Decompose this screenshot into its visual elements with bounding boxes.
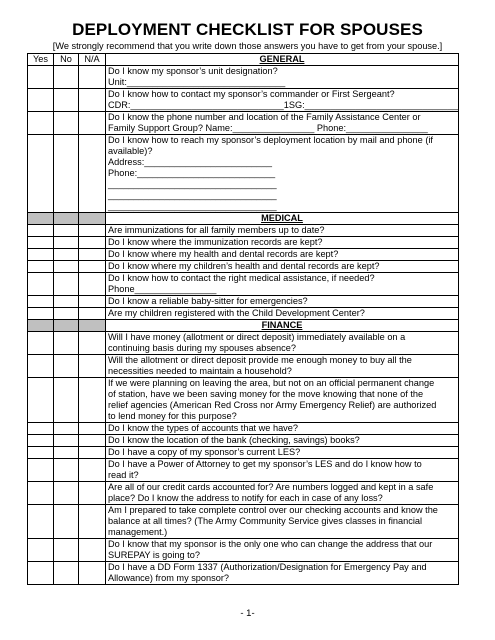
column-header-row <box>28 54 459 66</box>
checklist-question <box>106 273 459 296</box>
question-line: Do I know the phone number and location of the Family Assistance Center or <box>108 112 421 122</box>
section-header-row <box>28 320 459 332</box>
checklist-question <box>106 482 459 505</box>
no-checkbox[interactable] <box>54 505 79 539</box>
section-header-general: GENERAL <box>106 54 459 66</box>
question-line: Unit:_______________________________ <box>108 77 286 87</box>
yes-checkbox[interactable] <box>28 435 54 447</box>
checklist-row <box>28 482 459 505</box>
question-line: Are my children registered with the Child Development Center? <box>108 308 365 318</box>
question-line: Do I have a copy of my sponsor’s current LES? <box>108 447 301 457</box>
yes-checkbox[interactable] <box>28 447 54 459</box>
na-checkbox[interactable] <box>79 249 106 261</box>
yes-checkbox[interactable] <box>28 539 54 562</box>
na-checkbox[interactable] <box>79 332 106 355</box>
no-checkbox[interactable] <box>54 237 79 249</box>
checklist-question <box>106 308 459 320</box>
shaded-cell <box>54 320 79 332</box>
question-line: Do I know the types of accounts that we have? <box>108 423 298 433</box>
yes-checkbox[interactable] <box>28 308 54 320</box>
checklist-row <box>28 225 459 237</box>
no-checkbox[interactable] <box>54 355 79 378</box>
column-header-na: N/A <box>79 54 106 66</box>
yes-checkbox[interactable] <box>28 135 54 213</box>
yes-checkbox[interactable] <box>28 459 54 482</box>
question-line: _________________________________ <box>108 201 277 211</box>
checklist-question <box>106 89 459 112</box>
na-checkbox[interactable] <box>79 459 106 482</box>
page-subtitle: [We strongly recommend that you write down those answers you have to get from your spouse.] <box>52 41 443 51</box>
checklist-question <box>106 355 459 378</box>
column-header-yes: Yes <box>28 54 54 66</box>
yes-checkbox[interactable] <box>28 296 54 308</box>
yes-checkbox[interactable] <box>28 249 54 261</box>
question-line: Do I know a reliable baby-sitter for emergencies? <box>108 296 308 306</box>
checklist-question <box>106 378 459 423</box>
yes-checkbox[interactable] <box>28 378 54 423</box>
question-line: necessities needed to maintain a household? <box>108 366 292 376</box>
section-header-row <box>28 213 459 225</box>
no-checkbox[interactable] <box>54 459 79 482</box>
question-line: of station, have we been saving money for the move knowing that none of the <box>108 389 424 399</box>
no-checkbox[interactable] <box>54 308 79 320</box>
shaded-cell <box>79 213 106 225</box>
na-checkbox[interactable] <box>79 355 106 378</box>
checklist-row <box>28 562 459 585</box>
yes-checkbox[interactable] <box>28 225 54 237</box>
no-checkbox[interactable] <box>54 66 79 89</box>
checklist-question <box>106 562 459 585</box>
question-line: Do I know where the immunization records are kept? <box>108 237 323 247</box>
checklist-question <box>106 66 459 89</box>
no-checkbox[interactable] <box>54 89 79 112</box>
no-checkbox[interactable] <box>54 332 79 355</box>
no-checkbox[interactable] <box>54 482 79 505</box>
checklist-row <box>28 378 459 423</box>
page-number: - 1- <box>240 608 255 619</box>
no-checkbox[interactable] <box>54 447 79 459</box>
question-line: Family Support Group? Name:________________ Phone:________________ <box>108 123 428 133</box>
shaded-cell <box>28 213 54 225</box>
question-line: Are immunizations for all family members up to date? <box>108 225 325 235</box>
na-checkbox[interactable] <box>79 482 106 505</box>
checklist-question <box>106 505 459 539</box>
no-checkbox[interactable] <box>54 378 79 423</box>
na-checkbox[interactable] <box>79 447 106 459</box>
question-line: _________________________________ <box>108 179 277 189</box>
checklist-row <box>28 423 459 435</box>
na-checkbox[interactable] <box>79 89 106 112</box>
question-line: Do I know that my sponsor is the only one who can change the address that our <box>108 539 433 549</box>
yes-checkbox[interactable] <box>28 562 54 585</box>
na-checkbox[interactable] <box>79 135 106 213</box>
question-line: Allowance) from my sponsor? <box>108 573 230 583</box>
na-checkbox[interactable] <box>79 296 106 308</box>
yes-checkbox[interactable] <box>28 505 54 539</box>
checklist-row <box>28 539 459 562</box>
question-line: Phone________________ <box>108 284 217 294</box>
checklist-question <box>106 423 459 435</box>
na-checkbox[interactable] <box>79 423 106 435</box>
na-checkbox[interactable] <box>79 237 106 249</box>
shaded-cell <box>54 213 79 225</box>
question-line: Phone:___________________________ <box>108 168 276 178</box>
question-line: Address:_________________________ <box>108 157 272 167</box>
na-checkbox[interactable] <box>79 112 106 135</box>
na-checkbox[interactable] <box>79 225 106 237</box>
checklist-row <box>28 237 459 249</box>
yes-checkbox[interactable] <box>28 237 54 249</box>
na-checkbox[interactable] <box>79 66 106 89</box>
no-checkbox[interactable] <box>54 435 79 447</box>
checklist-row <box>28 135 459 213</box>
yes-checkbox[interactable] <box>28 273 54 296</box>
question-line: place? Do I know the address to notify for each in case of any loss? <box>108 493 383 503</box>
checklist-question <box>106 112 459 135</box>
section-title: MEDICAL <box>106 213 459 225</box>
na-checkbox[interactable] <box>79 273 106 296</box>
section-title: FINANCE <box>106 320 459 332</box>
checklist-question <box>106 237 459 249</box>
question-line: Do I know where my children’s health and dental records are kept? <box>108 261 380 271</box>
checklist-row <box>28 505 459 539</box>
checklist-row <box>28 447 459 459</box>
question-line: management.) <box>108 527 168 537</box>
question-line: Will I have money (allotment or direct deposit) immediately available on a <box>108 332 406 342</box>
shaded-cell <box>79 320 106 332</box>
column-header-no: No <box>54 54 79 66</box>
na-checkbox[interactable] <box>79 539 106 562</box>
checklist-question <box>106 225 459 237</box>
no-checkbox[interactable] <box>54 225 79 237</box>
no-checkbox[interactable] <box>54 249 79 261</box>
checklist-row <box>28 435 459 447</box>
checklist-row <box>28 296 459 308</box>
question-line: _________________________________ <box>108 190 277 200</box>
question-line: to lend money for this purpose? <box>108 411 237 421</box>
checklist-question <box>106 296 459 308</box>
question-line: continuing basis during my spouses absence? <box>108 343 296 353</box>
no-checkbox[interactable] <box>54 135 79 213</box>
yes-checkbox[interactable] <box>28 482 54 505</box>
yes-checkbox[interactable] <box>28 332 54 355</box>
yes-checkbox[interactable] <box>28 355 54 378</box>
checklist-row <box>28 273 459 296</box>
question-line: Do I have a Power of Attorney to get my sponsor’s LES and do I know how to <box>108 459 422 469</box>
na-checkbox[interactable] <box>79 435 106 447</box>
no-checkbox[interactable] <box>54 112 79 135</box>
yes-checkbox[interactable] <box>28 423 54 435</box>
page-title: DEPLOYMENT CHECKLIST FOR SPOUSES <box>72 20 423 39</box>
checklist-row <box>28 89 459 112</box>
question-line: CDR:______________________________1SG:______________________________ <box>108 100 458 110</box>
question-line: Do I know how to reach my sponsor’s deployment location by mail and phone (if <box>108 135 433 145</box>
checklist-question <box>106 249 459 261</box>
question-line: read it? <box>108 470 139 480</box>
checklist-question <box>106 539 459 562</box>
question-line: Do I have a DD Form 1337 (Authorization/Designation for Emergency Pay and <box>108 562 427 572</box>
yes-checkbox[interactable] <box>28 66 54 89</box>
question-line: Do I know my sponsor’s unit designation? <box>108 66 278 76</box>
yes-checkbox[interactable] <box>28 112 54 135</box>
checklist-question <box>106 447 459 459</box>
checklist-row <box>28 112 459 135</box>
checklist-row <box>28 66 459 89</box>
question-line: If we were planning on leaving the area, but not on an official permanent change <box>108 378 435 388</box>
checklist-question <box>106 135 459 213</box>
question-line: relief agencies (American Red Cross nor Army Emergency Relief) are authorized <box>108 400 437 410</box>
question-line: Are all of our credit cards accounted for? Are numbers logged and kept in a safe <box>108 482 434 492</box>
checklist-row <box>28 261 459 273</box>
checklist-row <box>28 249 459 261</box>
no-checkbox[interactable] <box>54 423 79 435</box>
question-line: Do I know where my health and dental records are kept? <box>108 249 339 259</box>
checklist-table <box>27 53 459 585</box>
question-line: Will the allotment or direct deposit provide me enough money to buy all the <box>108 355 412 365</box>
question-line: SUREPAY is going to? <box>108 550 200 560</box>
checklist-question <box>106 459 459 482</box>
checklist-row <box>28 332 459 355</box>
na-checkbox[interactable] <box>79 505 106 539</box>
checklist-question <box>106 261 459 273</box>
question-line: Do I know how to contact the right medical assistance, if needed? <box>108 273 375 283</box>
question-line: Am I prepared to take complete control over our checking accounts and know the <box>108 505 438 515</box>
na-checkbox[interactable] <box>79 378 106 423</box>
checklist-question <box>106 332 459 355</box>
yes-checkbox[interactable] <box>28 89 54 112</box>
na-checkbox[interactable] <box>79 261 106 273</box>
na-checkbox[interactable] <box>79 308 106 320</box>
no-checkbox[interactable] <box>54 562 79 585</box>
no-checkbox[interactable] <box>54 296 79 308</box>
no-checkbox[interactable] <box>54 261 79 273</box>
no-checkbox[interactable] <box>54 539 79 562</box>
no-checkbox[interactable] <box>54 273 79 296</box>
yes-checkbox[interactable] <box>28 261 54 273</box>
na-checkbox[interactable] <box>79 562 106 585</box>
checklist-row <box>28 308 459 320</box>
question-line: Do I know how to contact my sponsor’s commander or First Sergeant? <box>108 89 395 99</box>
checklist-question <box>106 435 459 447</box>
question-line: balance at all times? (The Army Community Service gives classes in financial <box>108 516 423 526</box>
question-line: available)? <box>108 146 153 156</box>
checklist-row <box>28 355 459 378</box>
shaded-cell <box>28 320 54 332</box>
question-line: Do I know the location of the bank (checking, savings) books? <box>108 435 360 445</box>
checklist-row <box>28 459 459 482</box>
